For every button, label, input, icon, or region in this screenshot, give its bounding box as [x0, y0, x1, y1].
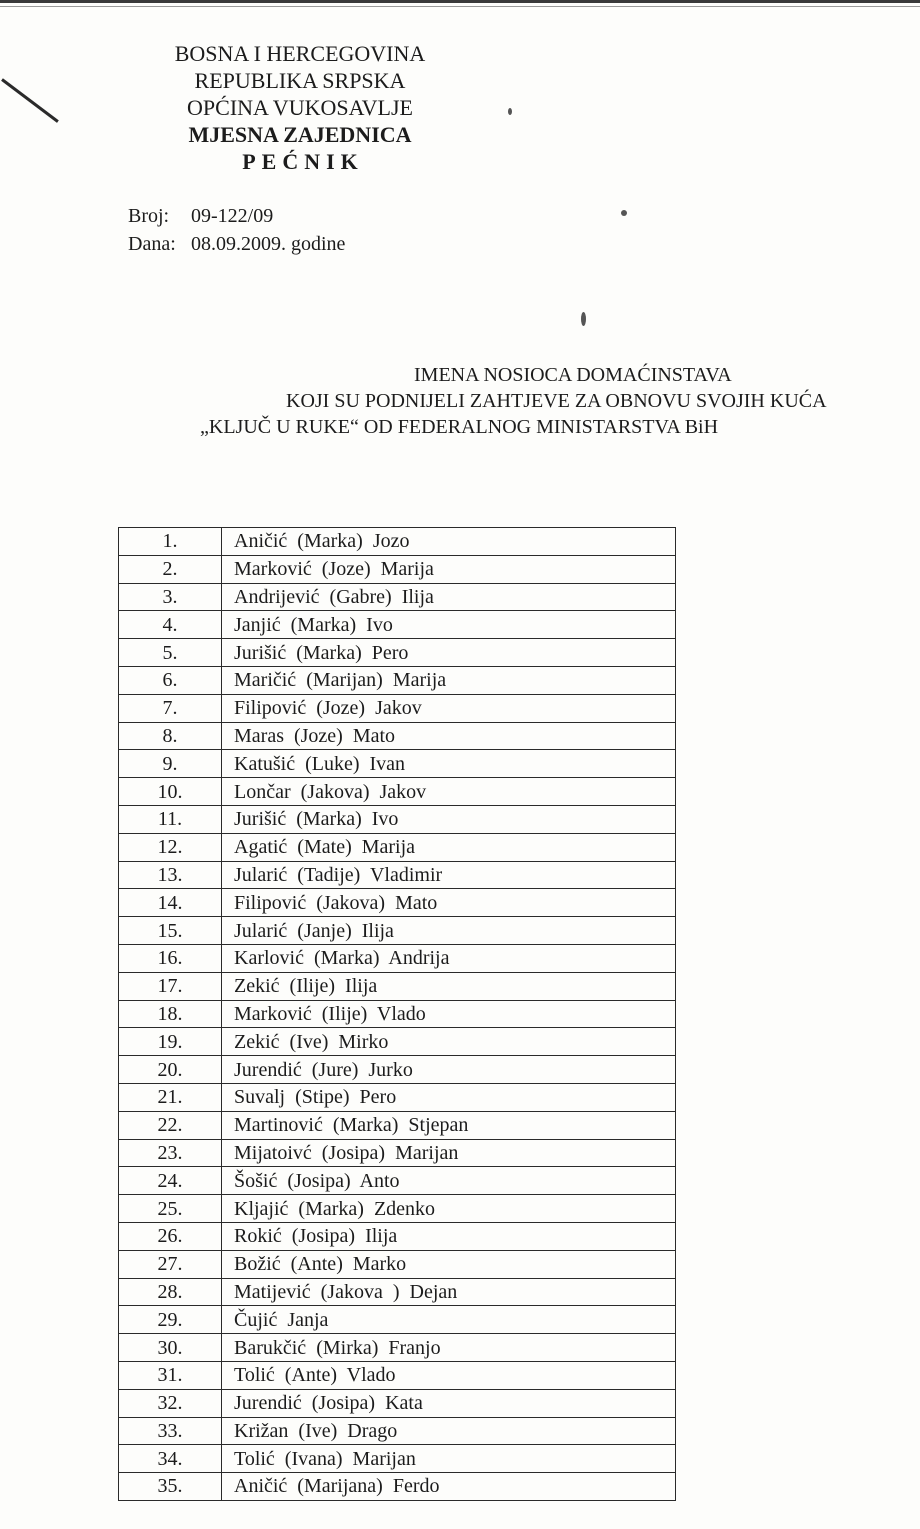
row-number: 12.: [119, 833, 222, 861]
row-number: 13.: [119, 861, 222, 889]
row-number: 27.: [119, 1250, 222, 1278]
scan-speck: [508, 108, 512, 115]
letterhead-community: MJESNA ZAJEDNICA: [188, 122, 412, 147]
table-row: [119, 1139, 676, 1167]
row-number: 15.: [119, 917, 222, 945]
reference-number-label: Broj:: [128, 205, 170, 227]
table-row: [119, 1278, 676, 1306]
reference-number-value: 09-122/09: [191, 205, 274, 227]
reference-number-line: [128, 202, 345, 230]
household-head-name: Maras (Joze) Mato: [222, 722, 676, 750]
scan-top-border: [0, 0, 920, 3]
row-number: 8.: [119, 722, 222, 750]
table-row: [119, 666, 676, 694]
table-row: [119, 555, 676, 583]
letterhead-country: BOSNA I HERCEGOVINA: [174, 41, 426, 66]
table-row: [119, 694, 676, 722]
table-body: [119, 528, 676, 1501]
household-head-name: Šošić (Josipa) Anto: [222, 1167, 676, 1195]
table-row: [119, 1334, 676, 1362]
row-number: 23.: [119, 1139, 222, 1167]
table-row: [119, 805, 676, 833]
household-head-name: Križan (Ive) Drago: [222, 1417, 676, 1445]
table-row: [119, 639, 676, 667]
table-row: [119, 1417, 676, 1445]
row-number: 18.: [119, 1000, 222, 1028]
row-number: 14.: [119, 889, 222, 917]
household-head-name: Jularić (Tadije) Vladimir: [222, 861, 676, 889]
household-head-name: Kljajić (Marka) Zdenko: [222, 1195, 676, 1223]
household-head-name: Jurišić (Marka) Pero: [222, 639, 676, 667]
table-row: [119, 1000, 676, 1028]
table-row: [119, 1361, 676, 1389]
row-number: 21.: [119, 1083, 222, 1111]
household-head-name: Aničić (Marijana) Ferdo: [222, 1473, 676, 1501]
row-number: 30.: [119, 1334, 222, 1362]
row-number: 28.: [119, 1278, 222, 1306]
row-number: 17.: [119, 972, 222, 1000]
household-head-name: Čujić Janja: [222, 1306, 676, 1334]
household-head-name: Matijević (Jakova ) Dejan: [222, 1278, 676, 1306]
letterhead: [150, 40, 450, 175]
household-head-name: Janjić (Marka) Ivo: [222, 611, 676, 639]
household-head-name: Maričić (Marijan) Marija: [222, 666, 676, 694]
household-head-name: Filipović (Jakova) Mato: [222, 889, 676, 917]
household-head-name: Rokić (Josipa) Ilija: [222, 1222, 676, 1250]
row-number: 35.: [119, 1473, 222, 1501]
household-head-name: Jularić (Janje) Ilija: [222, 917, 676, 945]
household-head-name: Jurišić (Marka) Ivo: [222, 805, 676, 833]
row-number: 33.: [119, 1417, 222, 1445]
table-row: [119, 1195, 676, 1223]
row-number: 29.: [119, 1306, 222, 1334]
row-number: 6.: [119, 666, 222, 694]
table-row: [119, 1445, 676, 1473]
table-row: [119, 944, 676, 972]
table-row: [119, 833, 676, 861]
row-number: 32.: [119, 1389, 222, 1417]
title-line-2: KOJI SU PODNIJELI ZAHTJEVE ZA OBNOVU SVOJIH KUĆA: [286, 390, 827, 412]
row-number: 4.: [119, 611, 222, 639]
row-number: 9.: [119, 750, 222, 778]
row-number: 3.: [119, 583, 222, 611]
scan-speck: [621, 210, 627, 216]
household-head-name: Mijatoivć (Josipa) Marijan: [222, 1139, 676, 1167]
household-head-name: Tolić (Ivana) Marijan: [222, 1445, 676, 1473]
table-row: [119, 528, 676, 556]
row-number: 26.: [119, 1222, 222, 1250]
table-row: [119, 1389, 676, 1417]
letterhead-place: PEĆNIK: [242, 149, 364, 174]
table-row: [119, 1167, 676, 1195]
row-number: 16.: [119, 944, 222, 972]
reference-date-label: Dana:: [128, 233, 176, 255]
row-number: 10.: [119, 778, 222, 806]
table-row: [119, 861, 676, 889]
household-head-name: Andrijević (Gabre) Ilija: [222, 583, 676, 611]
household-head-name: Marković (Joze) Marija: [222, 555, 676, 583]
household-head-name: Lončar (Jakova) Jakov: [222, 778, 676, 806]
title-line-1: IMENA NOSIOCA DOMAĆINSTAVA: [414, 364, 732, 386]
scan-top-border-thin: [0, 6, 920, 7]
table-row: [119, 750, 676, 778]
table-row: [119, 583, 676, 611]
document-title: [190, 362, 920, 440]
household-head-name: Filipović (Joze) Jakov: [222, 694, 676, 722]
row-number: 22.: [119, 1111, 222, 1139]
document-reference: [128, 202, 345, 258]
table-row: [119, 1111, 676, 1139]
table-row: [119, 1306, 676, 1334]
household-head-name: Zekić (Ive) Mirko: [222, 1028, 676, 1056]
row-number: 19.: [119, 1028, 222, 1056]
letterhead-municipality: OPĆINA VUKOSAVLJE: [187, 95, 413, 120]
table-row: [119, 1083, 676, 1111]
household-head-name: Božić (Ante) Marko: [222, 1250, 676, 1278]
row-number: 5.: [119, 639, 222, 667]
household-head-name: Karlović (Marka) Andrija: [222, 944, 676, 972]
household-head-name: Marković (Ilije) Vlado: [222, 1000, 676, 1028]
table-row: [119, 889, 676, 917]
row-number: 24.: [119, 1167, 222, 1195]
row-number: 25.: [119, 1195, 222, 1223]
row-number: 20.: [119, 1056, 222, 1084]
pen-stroke-mark: [1, 78, 59, 123]
table-row: [119, 1028, 676, 1056]
household-head-name: Aničić (Marka) Jozo: [222, 528, 676, 556]
table-row: [119, 778, 676, 806]
household-head-name: Agatić (Mate) Marija: [222, 833, 676, 861]
household-head-name: Tolić (Ante) Vlado: [222, 1361, 676, 1389]
table-row: [119, 1250, 676, 1278]
household-head-name: Katušić (Luke) Ivan: [222, 750, 676, 778]
reference-date-value: 08.09.2009. godine: [191, 233, 346, 255]
row-number: 2.: [119, 555, 222, 583]
household-head-name: Suvalj (Stipe) Pero: [222, 1083, 676, 1111]
household-head-name: Jurendić (Josipa) Kata: [222, 1389, 676, 1417]
household-head-name: Martinović (Marka) Stjepan: [222, 1111, 676, 1139]
table-row: [119, 1222, 676, 1250]
household-head-name: Jurendić (Jure) Jurko: [222, 1056, 676, 1084]
table-row: [119, 972, 676, 1000]
table-row: [119, 1473, 676, 1501]
row-number: 1.: [119, 528, 222, 556]
table-row: [119, 917, 676, 945]
letterhead-entity: REPUBLIKA SRPSKA: [194, 68, 406, 93]
row-number: 7.: [119, 694, 222, 722]
table-row: [119, 722, 676, 750]
row-number: 31.: [119, 1361, 222, 1389]
household-head-name: Barukčić (Mirka) Franjo: [222, 1334, 676, 1362]
title-line-3: „KLJUČ U RUKE“ OD FEDERALNOG MINISTARSTVA BiH: [200, 416, 719, 438]
table-row: [119, 611, 676, 639]
household-heads-table: [118, 527, 676, 1501]
reference-date-line: [128, 230, 345, 258]
scan-speck: [581, 312, 586, 326]
table-row: [119, 1056, 676, 1084]
row-number: 11.: [119, 805, 222, 833]
household-head-name: Zekić (Ilije) Ilija: [222, 972, 676, 1000]
row-number: 34.: [119, 1445, 222, 1473]
